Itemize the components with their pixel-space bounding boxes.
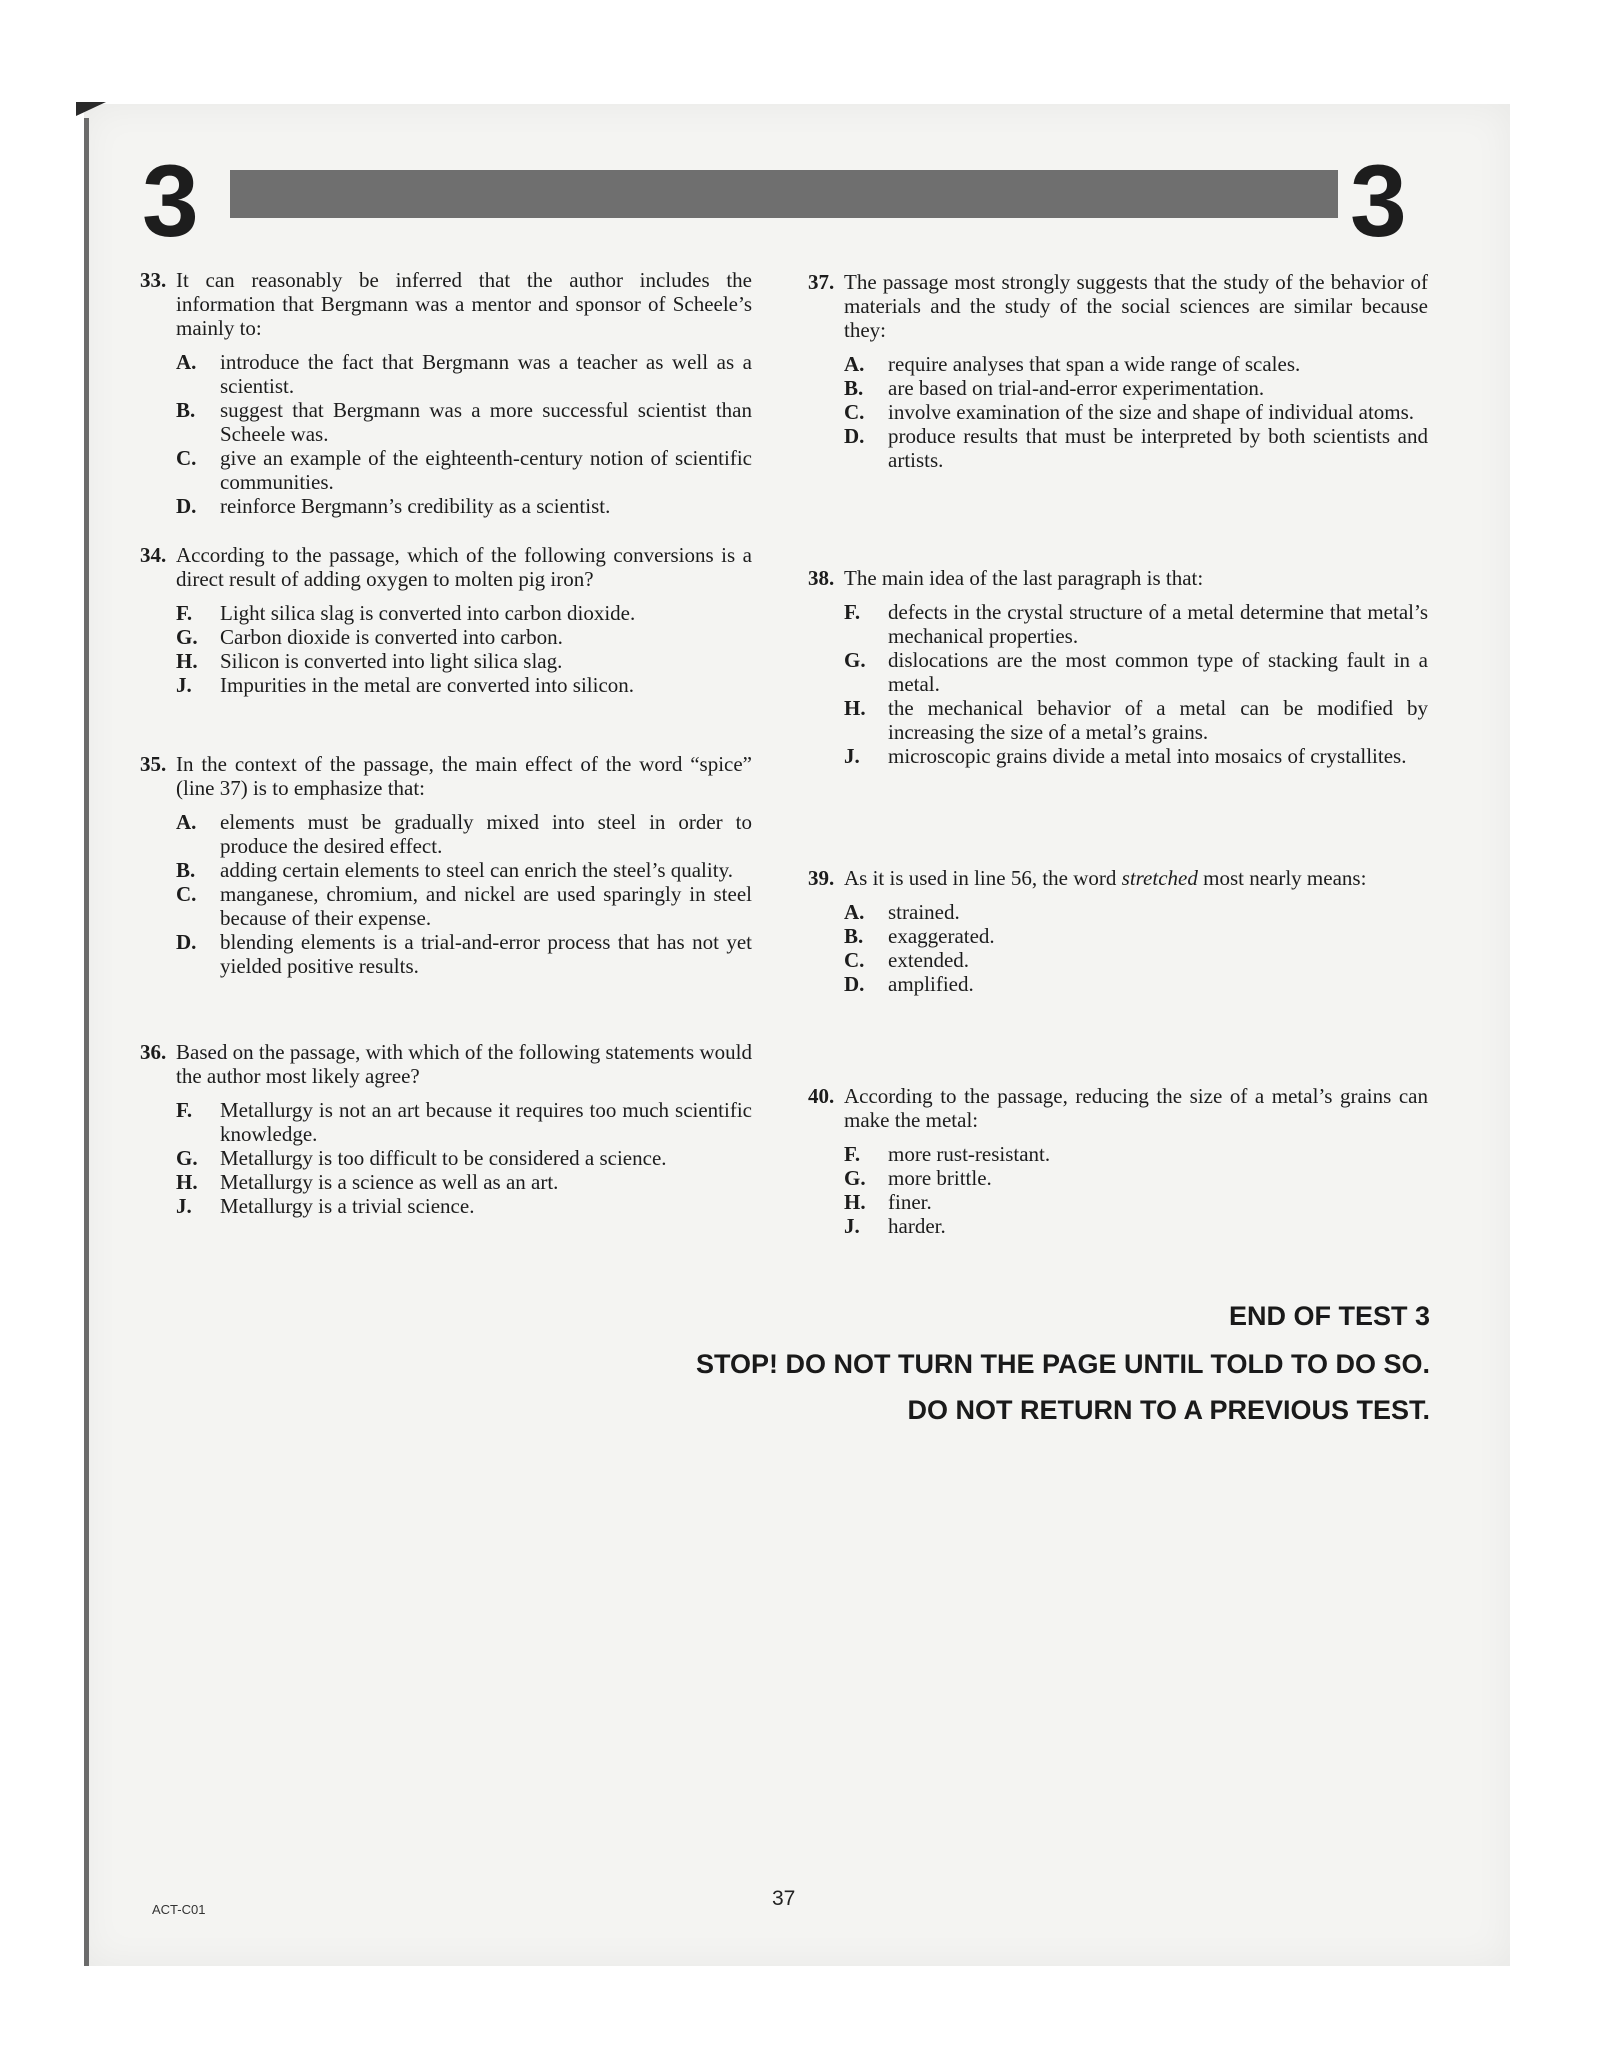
- question-number: 39.: [808, 866, 835, 890]
- option-text: amplified.: [888, 972, 974, 996]
- answer-option[interactable]: [176, 446, 752, 494]
- answer-option[interactable]: [844, 424, 1428, 472]
- option-text: give an example of the eighteenth-century notion of scientific communities.: [220, 446, 752, 494]
- answer-option[interactable]: [176, 625, 752, 649]
- answer-option[interactable]: [176, 649, 752, 673]
- option-letter: F.: [844, 1142, 861, 1166]
- option-letter: G.: [844, 1166, 866, 1190]
- answer-option[interactable]: [176, 494, 752, 518]
- option-letter: C.: [176, 446, 197, 470]
- question-40: [808, 1084, 1428, 1238]
- option-text: exaggerated.: [888, 924, 995, 948]
- option-letter: J.: [176, 1194, 192, 1218]
- option-text: more brittle.: [888, 1166, 992, 1190]
- answer-option[interactable]: [844, 972, 1428, 996]
- answer-option[interactable]: [176, 1146, 752, 1170]
- answer-option[interactable]: [176, 601, 752, 625]
- option-letter: B.: [844, 924, 864, 948]
- question-stem: It can reasonably be inferred that the author includes the information that Bergmann was a mentor and sponsor of Scheele’s mainly to:: [176, 268, 752, 340]
- question-34: [140, 543, 752, 697]
- answer-option[interactable]: [844, 744, 1428, 768]
- answer-option[interactable]: [176, 673, 752, 697]
- answer-option[interactable]: [844, 600, 1428, 648]
- answer-option[interactable]: [844, 400, 1428, 424]
- option-letter: J.: [844, 744, 860, 768]
- option-letter: C.: [176, 882, 197, 906]
- stem-text-after: most nearly means:: [1197, 866, 1367, 890]
- answer-option[interactable]: [844, 924, 1428, 948]
- option-text: introduce the fact that Bergmann was a teacher as well as a scientist.: [220, 350, 752, 398]
- question-number: 33.: [140, 268, 167, 292]
- option-letter: H.: [844, 1190, 866, 1214]
- option-letter: D.: [844, 972, 865, 996]
- question-37: [808, 270, 1428, 472]
- question-number: 37.: [808, 270, 835, 294]
- question-number: 36.: [140, 1040, 167, 1064]
- option-text: dislocations are the most common type of stacking fault in a metal.: [888, 648, 1428, 696]
- option-letter: C.: [844, 948, 865, 972]
- question-stem: In the context of the passage, the main effect of the word “spice” (line 37) is to emphasize that:: [176, 752, 752, 800]
- option-letter: G.: [844, 648, 866, 672]
- question-stem: Based on the passage, with which of the following statements would the author most likely agree?: [176, 1040, 752, 1088]
- option-text: are based on trial-and-error experimentation.: [888, 376, 1265, 400]
- answer-option[interactable]: [176, 810, 752, 858]
- answer-option[interactable]: [844, 376, 1428, 400]
- option-text: Carbon dioxide is converted into carbon.: [220, 625, 563, 649]
- answer-option[interactable]: [844, 696, 1428, 744]
- option-text: adding certain elements to steel can enrich the steel’s quality.: [220, 858, 733, 882]
- end-of-test-heading: END OF TEST 3: [1228, 1301, 1430, 1331]
- question-35: [140, 752, 752, 978]
- question-stem: The passage most strongly suggests that the study of the behavior of materials and the study of the social sciences are similar because they:: [844, 270, 1428, 342]
- answer-option[interactable]: [844, 900, 1428, 924]
- option-text: more rust-resistant.: [888, 1142, 1051, 1166]
- option-letter: A.: [176, 810, 197, 834]
- option-letter: D.: [844, 424, 865, 448]
- question-number: 35.: [140, 752, 167, 776]
- option-text: finer.: [888, 1190, 932, 1214]
- option-text: the mechanical behavior of a metal can be modified by increasing the size of a metal’s grains.: [888, 696, 1428, 744]
- stop-instruction: STOP! DO NOT TURN THE PAGE UNTIL TOLD TO DO SO.: [695, 1349, 1430, 1379]
- option-text: involve examination of the size and shape of individual atoms.: [888, 400, 1415, 424]
- answer-option[interactable]: [844, 1214, 1428, 1238]
- answer-option[interactable]: [844, 1166, 1428, 1190]
- section-number-left: 3: [142, 144, 199, 258]
- option-letter: H.: [176, 1170, 198, 1194]
- option-text: elements must be gradually mixed into steel in order to produce the desired effect.: [220, 810, 752, 858]
- form-code: ACT-C01: [152, 1902, 206, 1917]
- option-letter: B.: [844, 376, 864, 400]
- option-text: suggest that Bergmann was a more successful scientist than Scheele was.: [220, 398, 752, 446]
- answer-option[interactable]: [844, 1190, 1428, 1214]
- option-text: Metallurgy is a trivial science.: [220, 1194, 475, 1218]
- answer-option[interactable]: [176, 1194, 752, 1218]
- option-letter: F.: [844, 600, 861, 624]
- option-letter: A.: [844, 900, 865, 924]
- option-text: harder.: [888, 1214, 946, 1238]
- answer-option[interactable]: [844, 1142, 1428, 1166]
- corner-mark: [76, 102, 106, 116]
- option-letter: F.: [176, 1098, 193, 1122]
- end-of-test-notice: [696, 1300, 1430, 1426]
- option-text: manganese, chromium, and nickel are used sparingly in steel because of their expense.: [220, 882, 752, 930]
- question-33: [140, 268, 752, 518]
- answer-option[interactable]: [844, 948, 1428, 972]
- option-text: blending elements is a trial-and-error process that has not yet yielded positive results.: [220, 930, 752, 978]
- question-38: [808, 566, 1428, 768]
- option-letter: C.: [844, 400, 865, 424]
- page-number: 37: [772, 1887, 796, 1910]
- option-text: defects in the crystal structure of a metal determine that metal’s mechanical properties.: [888, 600, 1428, 648]
- question-stem: The main idea of the last paragraph is that:: [844, 566, 1204, 590]
- section-header-band: [230, 170, 1338, 218]
- answer-option[interactable]: [176, 858, 752, 882]
- question-36: [140, 1040, 752, 1218]
- question-number: 38.: [808, 566, 835, 590]
- option-letter: H.: [844, 696, 866, 720]
- option-text: Impurities in the metal are converted into silicon.: [220, 673, 635, 697]
- no-return-instruction: DO NOT RETURN TO A PREVIOUS TEST.: [907, 1395, 1430, 1425]
- option-letter: A.: [844, 352, 865, 376]
- option-letter: G.: [176, 625, 198, 649]
- answer-option[interactable]: [176, 882, 752, 930]
- section-number-right: 3: [1350, 144, 1407, 258]
- answer-option[interactable]: [176, 930, 752, 978]
- option-letter: D.: [176, 494, 197, 518]
- option-letter: A.: [176, 350, 197, 374]
- option-letter: G.: [176, 1146, 198, 1170]
- answer-option[interactable]: [176, 350, 752, 398]
- option-letter: D.: [176, 930, 197, 954]
- option-text: microscopic grains divide a metal into mosaics of crystallites.: [888, 744, 1407, 768]
- option-text: Metallurgy is a science as well as an art.: [220, 1170, 559, 1194]
- answer-option[interactable]: [844, 352, 1428, 376]
- stem-italic-word: stretched: [1121, 866, 1198, 890]
- option-text: produce results that must be interpreted by both scientists and artists.: [888, 424, 1428, 472]
- option-text: Silicon is converted into light silica slag.: [220, 649, 563, 673]
- option-letter: B.: [176, 398, 196, 422]
- option-text: Light silica slag is converted into carbon dioxide.: [220, 601, 636, 625]
- option-letter: J.: [844, 1214, 860, 1238]
- question-stem: [844, 866, 1428, 890]
- question-number: 34.: [140, 543, 167, 567]
- binding-edge: [84, 118, 89, 1966]
- option-text: Metallurgy is not an art because it requires too much scientific knowledge.: [220, 1098, 752, 1146]
- question-stem: According to the passage, reducing the size of a metal’s grains can make the metal:: [844, 1084, 1428, 1132]
- question-39: [808, 866, 1428, 996]
- option-letter: H.: [176, 649, 198, 673]
- stem-text-before: As it is used in line 56, the word: [844, 866, 1122, 890]
- option-letter: B.: [176, 858, 196, 882]
- answer-option[interactable]: [176, 398, 752, 446]
- option-letter: J.: [176, 673, 192, 697]
- answer-option[interactable]: [844, 648, 1428, 696]
- option-text: extended.: [888, 948, 970, 972]
- answer-option[interactable]: [176, 1098, 752, 1146]
- option-text: strained.: [888, 900, 960, 924]
- option-text: reinforce Bergmann’s credibility as a scientist.: [220, 494, 611, 518]
- option-text: require analyses that span a wide range of scales.: [888, 352, 1301, 376]
- option-letter: F.: [176, 601, 193, 625]
- option-text: Metallurgy is too difficult to be considered a science.: [220, 1146, 667, 1170]
- question-stem: According to the passage, which of the following conversions is a direct result of adding oxygen to molten pig iron?: [176, 543, 752, 591]
- answer-option[interactable]: [176, 1170, 752, 1194]
- question-number: 40.: [808, 1084, 835, 1108]
